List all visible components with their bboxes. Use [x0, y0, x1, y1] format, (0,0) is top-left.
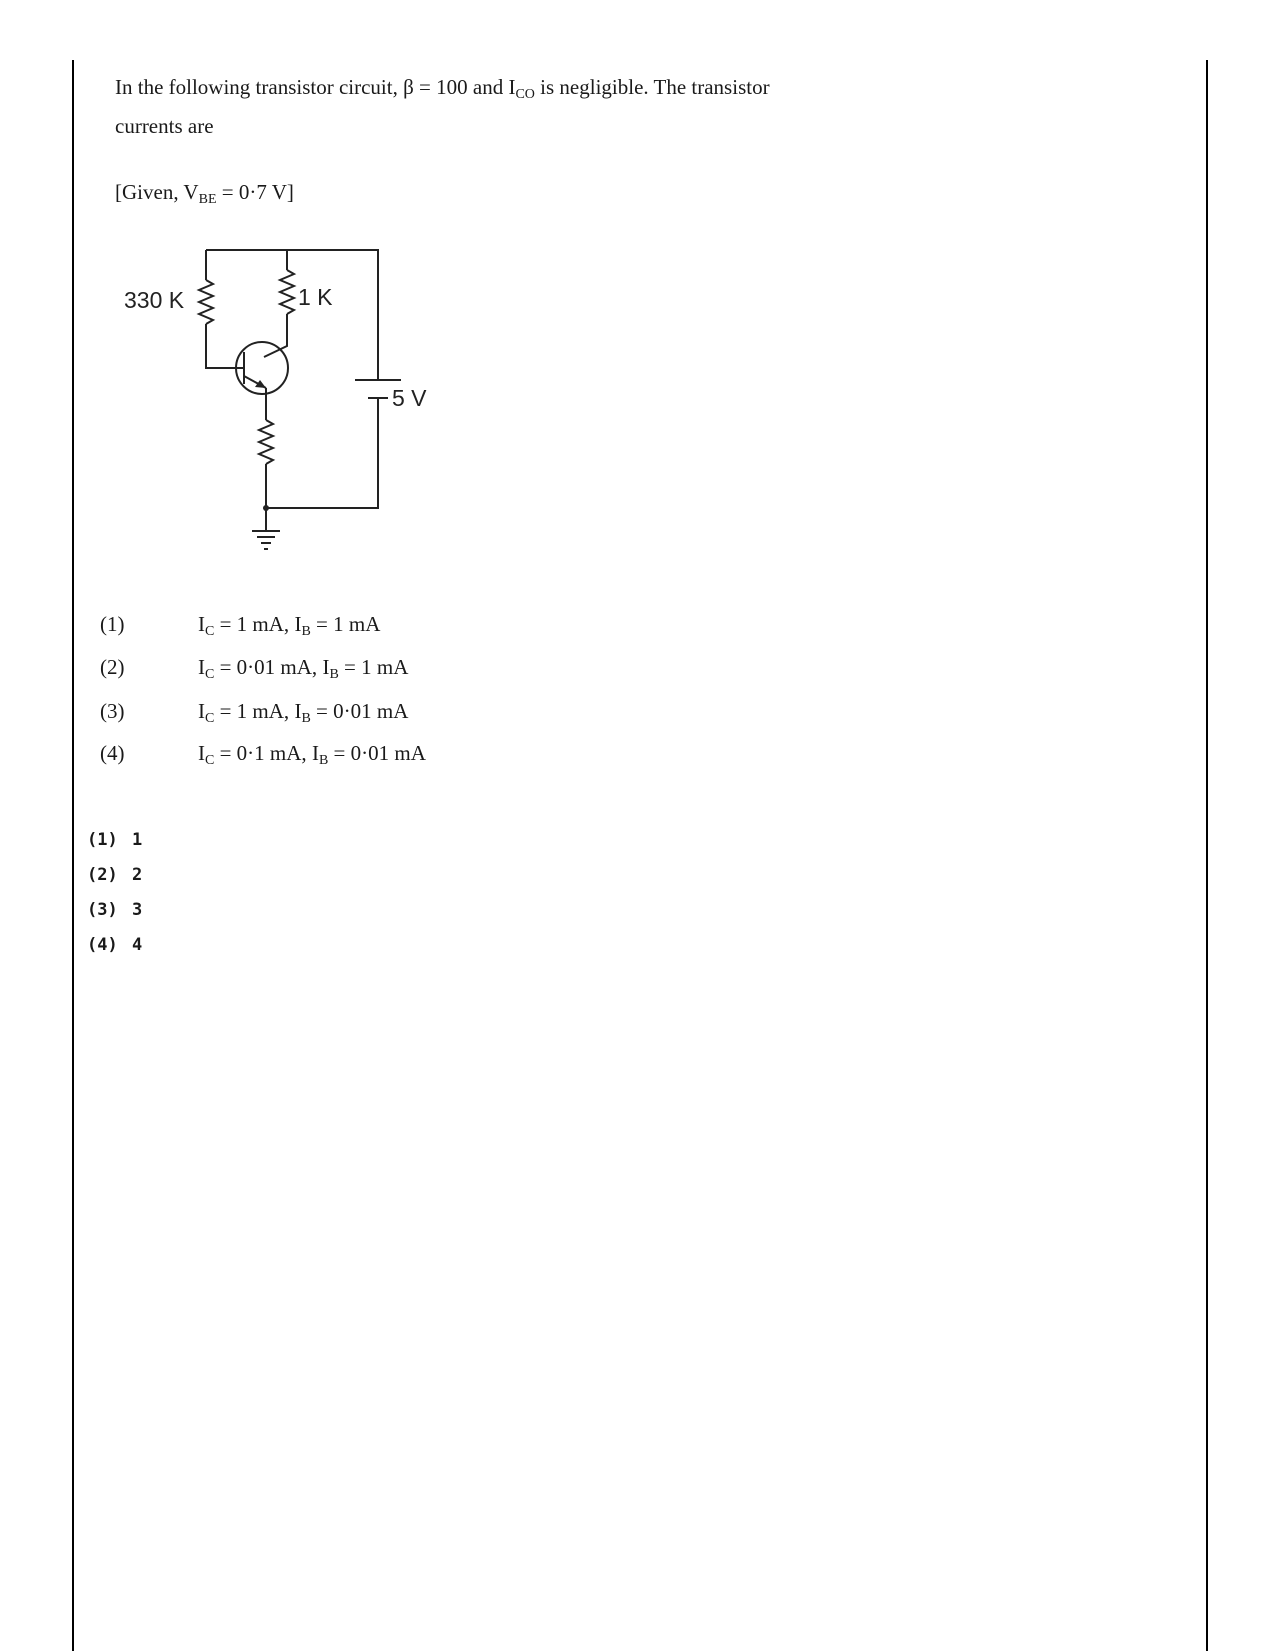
option-text: $I_C = 1$ mA, $I_B = 1$ mA — [198, 612, 381, 639]
base-resistor — [199, 280, 213, 324]
right-border-line — [1206, 60, 1208, 1651]
given-condition: [Given, $V_{BE} = 0\cdot 7$ V] — [115, 180, 294, 207]
option-number: (1) — [100, 612, 125, 636]
base-resistor-label: 330 K — [124, 287, 185, 313]
emitter-resistor — [259, 420, 273, 464]
option-text: $I_C = 0\cdot 01$ mA, $I_B = 1$ mA — [198, 655, 409, 682]
answer-choice-value: 3 — [132, 899, 143, 920]
question-text-line2: currents are — [115, 114, 214, 138]
answer-choice-number: (3) — [87, 899, 118, 920]
answer-choice-2[interactable] — [87, 857, 142, 892]
left-border-line — [72, 60, 74, 1651]
collector-resistor-label: 1 K — [298, 284, 333, 310]
option-number: (4) — [100, 741, 125, 765]
battery-label: 5 V — [392, 385, 427, 411]
answer-choice-value: 1 — [132, 829, 143, 850]
answer-choice-1[interactable] — [87, 822, 142, 857]
bottom-rail-wire — [266, 398, 378, 508]
answer-choice-value: 4 — [132, 934, 143, 955]
transistor-circuit-diagram — [120, 240, 450, 580]
collector-resistor — [280, 270, 294, 314]
question-text-line1: In the following transistor circuit, β = 100 and $I_{CO}$ is negligible. The transistor — [115, 75, 770, 102]
option-text: $I_C = 0\cdot 1$ mA, $I_B = 0\cdot 01$ mA — [198, 741, 426, 768]
answer-choice-number: (2) — [87, 864, 118, 885]
answer-choice-3[interactable] — [87, 892, 142, 927]
answer-choice-number: (4) — [87, 934, 118, 955]
base-resistor-lead-bottom — [206, 324, 244, 368]
top-rail-wire — [206, 250, 378, 380]
option-number: (3) — [100, 699, 125, 723]
answer-choice-4[interactable] — [87, 927, 142, 962]
collector-lead — [264, 314, 287, 357]
answer-choice-list — [87, 822, 142, 962]
option-number: (2) — [100, 655, 125, 679]
answer-choice-value: 2 — [132, 864, 143, 885]
option-text: $I_C = 1$ mA, $I_B = 0\cdot 01$ mA — [198, 699, 409, 726]
ground-junction-dot — [263, 505, 269, 511]
answer-choice-number: (1) — [87, 829, 118, 850]
